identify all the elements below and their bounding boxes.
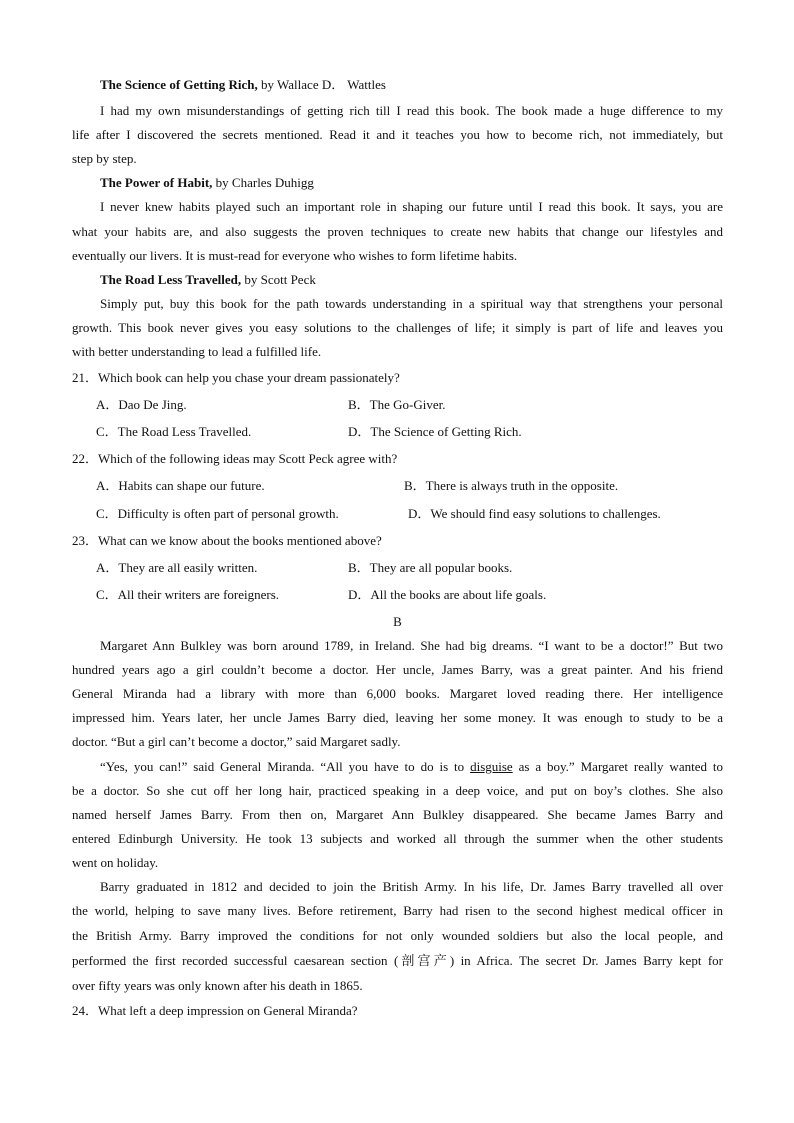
option-21-d: D．The Science of Getting Rich. [348, 424, 522, 439]
paragraph-line: life after I discovered the secrets mentioned. Read it and it teaches you how to become rich, not immediately, but [72, 127, 723, 142]
option-23-a: A．They are all easily written. [96, 560, 258, 575]
option-21-c: C．The Road Less Travelled. [96, 424, 252, 439]
question-stem-24: 24．What left a deep impression on General Miranda? [72, 1003, 358, 1018]
option-23-d: D．All the books are about life goals. [348, 587, 547, 602]
question-stem-23: 23．What can we know about the books mentioned above? [72, 533, 382, 548]
book-heading-road-less-travelled [100, 271, 723, 289]
paragraph-line: entered Edinburgh University. He took 13 subjects and worked all through the summer when the other students [72, 831, 723, 846]
book-author: by Scott Peck [241, 272, 316, 287]
paragraph-line: performed the first recorded successful caesarean section (剖宫产) in Africa. The secret Dr. James Barry kept for [72, 953, 723, 968]
paragraph-line: be a doctor. So she cut off her long hair, practiced speaking in a deep voice, and put on boy’s clothes. She also [72, 783, 723, 798]
option-22-d: D．We should find easy solutions to challenges. [408, 506, 661, 521]
book-author: by Wallace D． Wattles [257, 77, 386, 92]
paragraph-line: went on holiday. [72, 855, 159, 870]
question-stem-21: 21．Which book can help you chase your dream passionately? [72, 370, 400, 385]
book-title: The Science of Getting Rich, [100, 77, 258, 92]
option-22-c: C．Difficulty is often part of personal growth. [96, 506, 339, 521]
book-author: by Charles Duhigg [212, 175, 314, 190]
option-21-b: B．The Go-Giver. [348, 397, 446, 412]
paragraph-line: over fifty years was only known after his death in 1865. [72, 978, 363, 993]
paragraph-line: General Miranda had a library with more than 6,000 books. Margaret loved reading there. Her intelligence [72, 686, 723, 701]
paragraph-line: Simply put, buy this book for the path towards understanding in a spiritual way that strengthens your personal [100, 296, 723, 311]
underlined-word-disguise: disguise [470, 759, 513, 774]
book-heading-science-of-getting-rich [100, 76, 723, 94]
book-title: The Road Less Travelled, [100, 272, 242, 287]
paragraph-line: the British Army. Barry improved the conditions for not only wounded soldiers but also the local people, and [72, 928, 723, 943]
paragraph-line: eventually our livers. It is must-read for everyone who wishes to form lifetime habits. [72, 248, 518, 263]
paragraph-line: named herself James Barry. From then on, Margaret Ann Bulkley disappeared. She became James Barry and [72, 807, 723, 822]
paragraph-line: doctor. “But a girl can’t become a doctor,” said Margaret sadly. [72, 734, 401, 749]
paragraph-line: with better understanding to lead a fulfilled life. [72, 344, 322, 359]
question-stem-22: 22．Which of the following ideas may Scott Peck agree with? [72, 451, 398, 466]
text-segment: as a boy.” Margaret really wanted to [512, 759, 723, 774]
text-segment: “Yes, you can!” said General Miranda. “All you have to do is to [100, 759, 471, 774]
book-title: The Power of Habit, [100, 175, 213, 190]
option-22-b: B．There is always truth in the opposite. [404, 478, 619, 493]
paragraph-line: what your habits are, and also suggests the proven techniques to create new habits that change our lifestyles and [72, 224, 723, 239]
option-22-a: A．Habits can shape our future. [96, 478, 265, 493]
option-23-b: B．They are all popular books. [348, 560, 513, 575]
paragraph-line-disguise [100, 758, 723, 776]
paragraph-line: the world, helping to save many lives. Before retirement, Barry had risen to the second highest medical officer in [72, 903, 723, 918]
paragraph-line: I never knew habits played such an important role in shaping our future until I read this book. It says, you are [100, 199, 723, 214]
option-23-c: C．All their writers are foreigners. [96, 587, 280, 602]
paragraph-line: step by step. [72, 151, 137, 166]
option-21-a: A．Dao De Jing. [96, 397, 187, 412]
book-heading-power-of-habit [100, 174, 723, 192]
section-label-b: B [393, 614, 402, 629]
paragraph-line: growth. This book never gives you easy solutions to the challenges of life; it simply is part of life and leaves you [72, 320, 723, 335]
paragraph-line: impressed him. Years later, her uncle James Barry died, leaving her some money. It was enough to study to be a [72, 710, 723, 725]
paragraph-line: hundred years ago a girl couldn’t become a doctor. Her uncle, James Barry, was a great painter. And his friend [72, 662, 723, 677]
paragraph-line: Barry graduated in 1812 and decided to join the British Army. In his life, Dr. James Barry travelled all over [100, 879, 723, 894]
paragraph-line: I had my own misunderstandings of getting rich till I read this book. The book made a huge difference to my [100, 103, 723, 118]
paragraph-line: Margaret Ann Bulkley was born around 1789, in Ireland. She had big dreams. “I want to be a doctor!” But two [100, 638, 723, 653]
